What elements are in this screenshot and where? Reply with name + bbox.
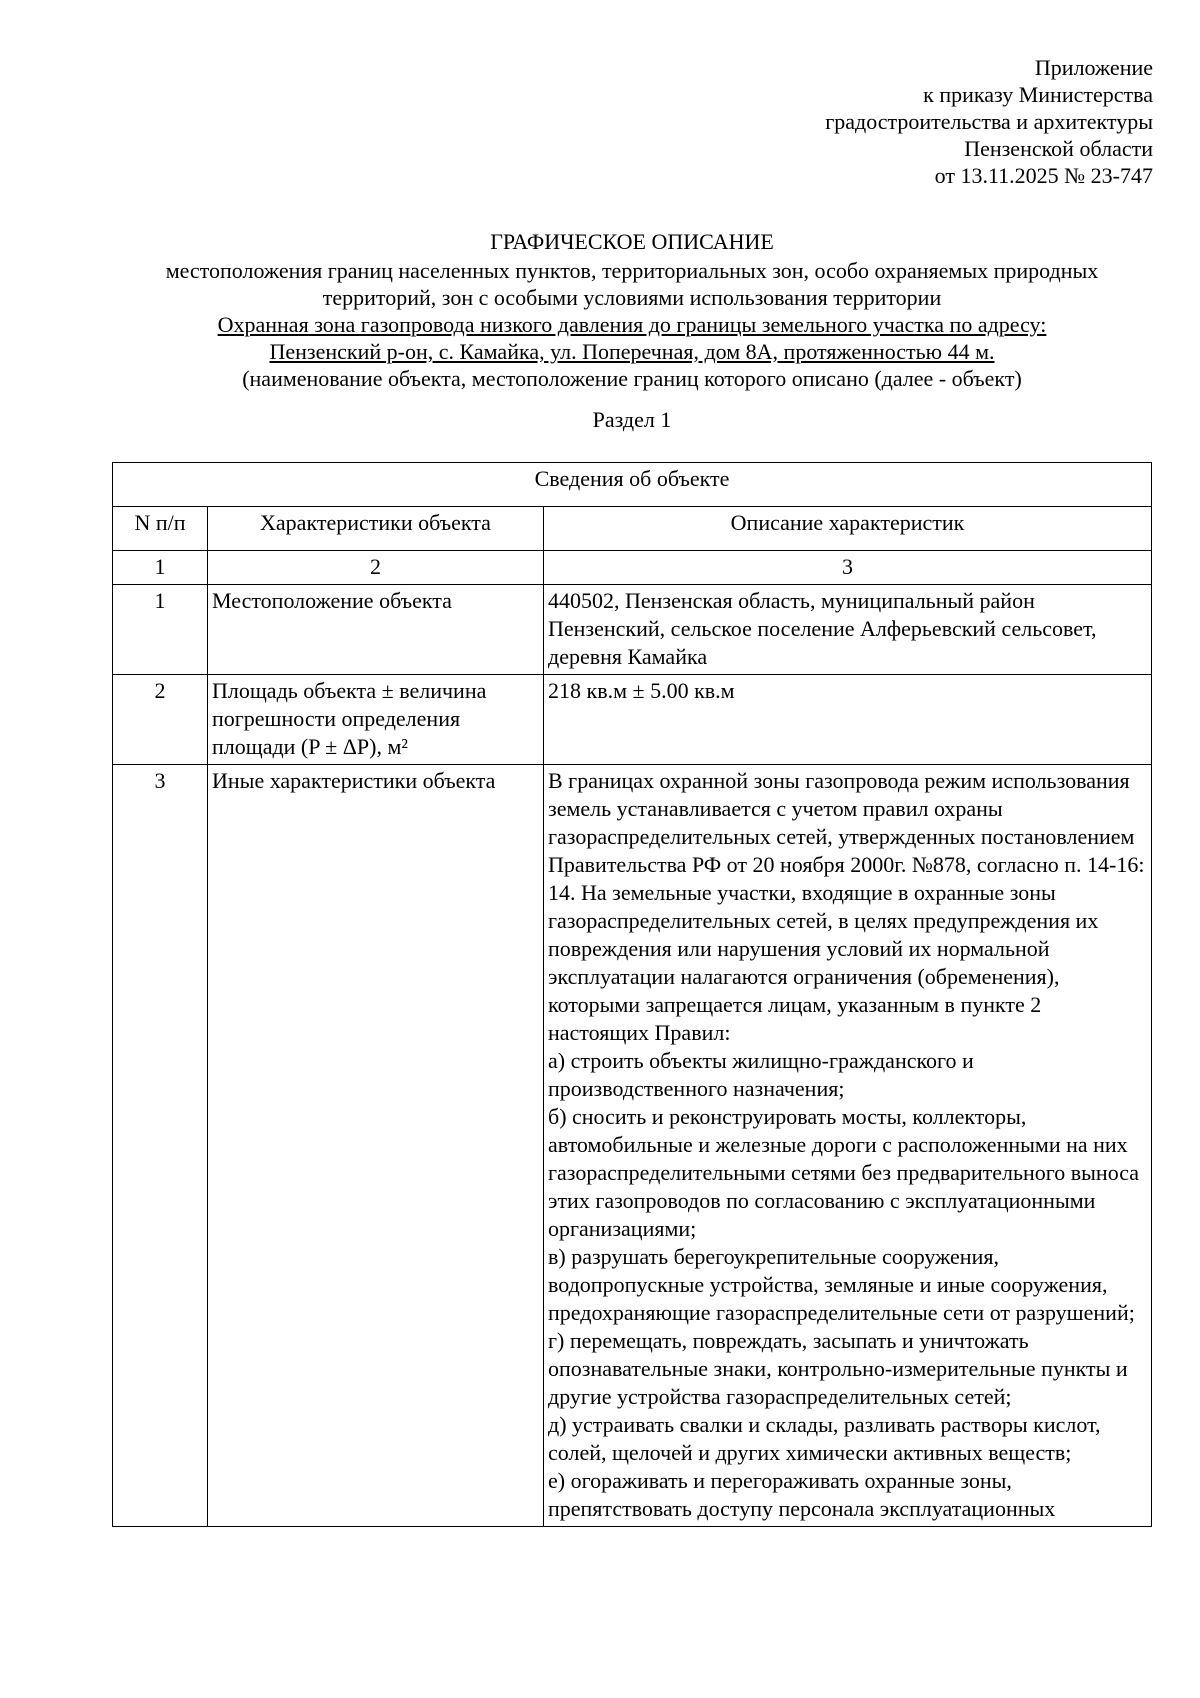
object-name-line: Пензенский р-он, с. Камайка, ул. Поперечная, дом 8А, протяженностью 44 м. — [269, 339, 995, 364]
table-row — [113, 675, 1152, 765]
description-paragraph: а) строить объекты жилищно-гражданского и производственного назначения; — [548, 1048, 974, 1101]
column-header: N п/п — [113, 507, 208, 551]
table-caption: Сведения об объекте — [113, 463, 1152, 507]
description-paragraph: е) огораживать и перегораживать охранные зоны, препятствовать доступу персонала эксплуатационных — [548, 1468, 1056, 1521]
column-number: 3 — [544, 551, 1152, 585]
description-paragraph: В границах охранной зоны газопровода режим использования земель устанавливается с учетом правил охраны газораспределительных сетей, утвержденных постановлением Правительства РФ от 20 ноября 2000г. №878, согласно п. 14-16: — [548, 768, 1145, 877]
row-description — [544, 765, 1152, 1527]
appendix-line: от 13.11.2025 № 23-747 — [934, 163, 1153, 188]
appendix-line: к приказу Министерства — [923, 82, 1153, 107]
appendix-line: Приложение — [1034, 55, 1153, 80]
section-label: Раздел 1 — [592, 407, 672, 432]
column-number-row — [113, 551, 1152, 585]
row-number: 3 — [113, 765, 208, 1527]
object-info-table — [112, 462, 1152, 1527]
row-characteristic: Местоположение объекта — [208, 585, 544, 675]
subtitle-line: местоположения границ населенных пунктов, территориальных зон, особо охраняемых природных — [165, 258, 1099, 283]
column-number: 2 — [208, 551, 544, 585]
row-characteristic: Иные характеристики объекта — [208, 765, 544, 1527]
table-row — [113, 765, 1152, 1527]
description-paragraph: 14. На земельные участки, входящие в охранные зоны газораспределительных сетей, в целях предупреждения их повреждения или нарушения условий их нормальной эксплуатации налагаются ограничения (обременения), которыми запрещается лицам, указанным в пункте 2 настоящих Правил: — [548, 880, 1099, 1045]
row-characteristic: Площадь объекта ± величина погрешности определения площади (P ± ΔP), м² — [208, 675, 544, 765]
object-caption: (наименование объекта, местоположение границ которого описано (далее - объект) — [242, 366, 1022, 391]
object-name-line: Охранная зона газопровода низкого давления до границы земельного участка по адресу: — [217, 312, 1047, 337]
column-number: 1 — [113, 551, 208, 585]
column-header: Описание характеристик — [544, 507, 1152, 551]
column-header: Характеристики объекта — [208, 507, 544, 551]
description-paragraph: д) устраивать свалки и склады, разливать растворы кислот, солей, щелочей и других химически активных веществ; — [548, 1412, 1101, 1465]
description-paragraph: г) перемещать, повреждать, засыпать и уничтожать опознавательные знаки, контрольно-измерительные пункты и другие устройства газораспределительных сетей; — [548, 1328, 1128, 1409]
table-header-row — [113, 507, 1152, 551]
row-description: 440502, Пензенская область, муниципальный район Пензенский, сельское поселение Алферьевский сельсовет, деревня Камайка — [544, 585, 1152, 675]
appendix-block — [825, 54, 1153, 189]
subtitle-line: территорий, зон с особыми условиями использования территории — [322, 285, 942, 310]
description-paragraph: в) разрушать берегоукрепительные сооружения, водопропускные устройства, земляные и иные сооружения, предохраняющие газораспределительные сети от разрушений; — [548, 1244, 1135, 1325]
row-description: 218 кв.м ± 5.00 кв.м — [544, 675, 1152, 765]
title-block — [112, 228, 1152, 433]
appendix-line: градостроительства и архитектуры — [825, 109, 1153, 134]
row-number: 1 — [113, 585, 208, 675]
document-title: ГРАФИЧЕСКОЕ ОПИСАНИЕ — [490, 229, 774, 254]
appendix-line: Пензенской области — [964, 136, 1153, 161]
table-caption-row — [113, 463, 1152, 507]
row-number: 2 — [113, 675, 208, 765]
description-paragraph: б) сносить и реконструировать мосты, коллекторы, автомобильные и железные дороги с расположенными на них газораспределительными сетями без предварительного выноса этих газопроводов по согласованию с эксплуатационными организациями; — [548, 1104, 1140, 1241]
table-row — [113, 585, 1152, 675]
